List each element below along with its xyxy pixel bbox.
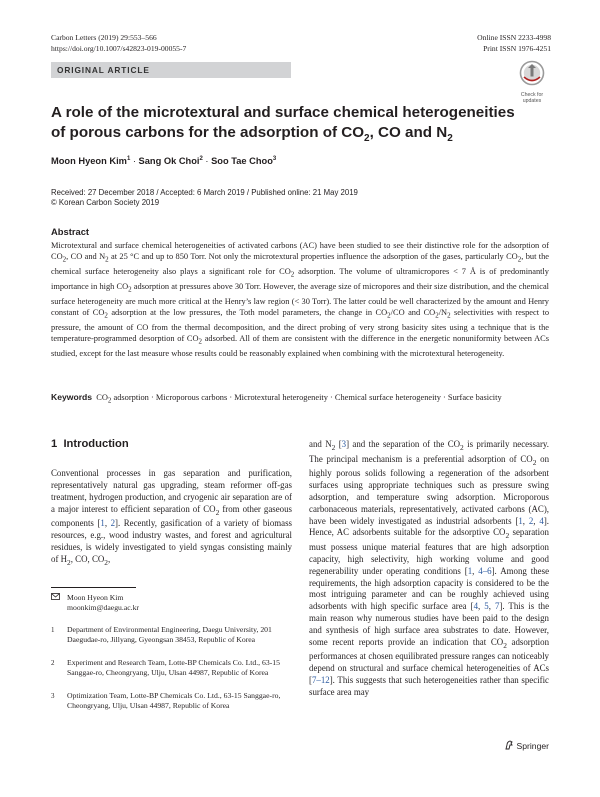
footnote-divider [51, 587, 136, 588]
citation-link[interactable]: 4 [539, 515, 544, 526]
author-list: Moon Hyeon Kim$^1$ · Sang Ok Choi$^2$ · Soo Tae Choo$^3$ [51, 156, 277, 167]
email-icon [51, 593, 60, 603]
copyright: © Korean Carbon Society 2019 [51, 198, 160, 207]
abstract-text: Microtextural and surface chemical heterogeneities of activated carbons (AC) have been studied to see their distinctive role for the adsorption of $CO_2$, CO and $N_2$ at 25 °C and up to 850 Torr. Not only the microtextural properties influence the adsorption of the gases, particularly $CO_2$, but the chemical surface heterogeneity also plays a significant role for $CO_2$ adsorption. The volume of ultramicropores < 7 Å is of predominantly importance in high $CO_2$ adsorption at pressures above 30 Torr. However, the average size of micropores and their size distribution, and the chemical surface heterogeneity are much more critical at the Henry’s law region (< 30 Torr). The latter could be well characterized by the amount and Henry constant of $CO_2$ adsorption at the low pressures, the Toth model parameters, the change in $CO_2/CO$ and $CO_2/N_2$ selectivities with respect to pressure, the amount of CO from the thermal decomposition, and the direct probing of very strong basicity sites using a technique that is the temperature-programmed desorption of $CO_2$ adsorbed. All of them are consistent with the difference in the energetic nonuniformity between ACs studied, except for the last measure whose results could be reasonably explained when combining with the microtextural heterogeneity. [51, 241, 550, 358]
article-type-label: ORIGINAL ARTICLE [57, 65, 150, 75]
author-name[interactable]: Moon Hyeon Kim [51, 156, 127, 167]
check-updates-text: Check for updates [520, 92, 544, 104]
section-heading: 1 Introduction [51, 438, 129, 450]
body-text-left: Conventional processes in gas separation and purification, representatively natural gas upgrading, steam reformer off-gas treatment, hydrogen production, and cryogenic air separation are of a major interest to efficient separation of $CO_2$ from other gaseous components [1, 2]. Recently, gasification of a variety of biomass resources, e.g., wood industry wastes, and forest and agricultural residues, is widely investigated to yield syngas consisting mainly of $H_2$, CO, $CO_2$, [51, 468, 293, 567]
corresponding-author: Moon Hyeon Kim moonkim@daegu.ac.kr [51, 593, 292, 615]
publication-dates: Received: 27 December 2018 / Accepted: 6 March 2019 / Published online: 21 May 2019 © Korean Carbon Society 2019 [51, 188, 358, 207]
citation-link[interactable]: 2 [528, 515, 534, 526]
abstract-heading: Abstract [51, 226, 90, 237]
check-for-updates-badge[interactable] [514, 60, 550, 104]
citation-link[interactable]: 5 [484, 601, 489, 612]
body-text-right: and $N_2$ [3] and the separation of the $CO_2$ is primarily necessary. The principal mechanism is a preferential adsorption of $CO_2$ on highly porous solids following a regeneration of the adsorbent surfaces using appropriate techniques such as pressure swing adsorption, and temperature swing adsorption. Microporous carbonaceous materials, representatively, activated carbons (AC), have been widely investigated as industrial adsorbents [1, 2, 4]. Hence, AC adsorbents suitable for the adsorptive $CO_2$ separation must possess unique material features that are high adsorption capacity, high selectivity, high working volume and good regenerability under operating conditions [1, 4–6]. Among these requirements, the high adsorption capacity is considered to be the most intriguing parameter and can be roughly achieved using adsorbents with high specific surface area [4, 5, 7]. This is the main reason why numerous studies have been paid to the design and synthesis of high surface area substrates to date. However, some recent reports provide an indication that $CO_2$ adsorption performances at chosen equilibrated pressure ranges can noticeably depend on structural and surface chemical heterogeneities of ACs [7–12]. This suggests that such heterogeneities rather than specific surface area may [309, 439, 550, 697]
check-updates-icon [514, 60, 550, 88]
print-issn: Print ISSN 1976-4251 [483, 43, 551, 53]
affiliation-1: 1 Department of Environmental Engineering, Daegu University, 201 Daegudae-ro, Jillyang, Gyeongsan 38453, Republic of Korea [51, 625, 272, 644]
author-name[interactable]: Soo Tae Choo [211, 156, 273, 167]
publisher-logo: Springer [504, 740, 549, 751]
citation-link[interactable]: 1 [100, 518, 105, 529]
keywords-label: Keywords [51, 392, 93, 402]
citation-link[interactable]: 3 [341, 439, 347, 449]
keywords: Keywords $CO_2$ adsorption · Microporous carbons · Microtextural heterogeneity · Chemical surface heterogeneity · Surface basicity [51, 392, 502, 405]
citation-link[interactable]: 2 [110, 518, 116, 529]
author-email[interactable]: moonkim@daegu.ac.kr [67, 603, 139, 612]
citation-link[interactable]: 1 [518, 515, 523, 526]
citation-link[interactable]: 1 [467, 565, 473, 576]
journal-header [51, 33, 186, 54]
online-issn: Online ISSN 2233-4998 [477, 33, 551, 42]
affiliation-3: 3 Optimization Team, Lotte-BP Chemicals Co. Ltd., 63-15 Sanggae-ro, Cheongryang, Ulju, Ulsan 44987, Republic of Korea [51, 691, 281, 710]
affiliation-2: 2 Experiment and Research Team, Lotte-BP Chemicals Co. Ltd., 63-15 Sanggae-ro, Cheongryang, Ulju, Ulsan 44987, Republic of Korea [51, 658, 280, 677]
article-type-banner [51, 62, 291, 78]
springer-horse-icon [504, 740, 514, 750]
citation-link[interactable]: 4 [473, 601, 479, 612]
citation-link[interactable]: 7–12 [311, 675, 330, 686]
author-name[interactable]: Sang Ok Choi [138, 156, 200, 167]
journal-citation: Carbon Letters (2019) 29:553–566 [51, 33, 157, 42]
doi-link[interactable]: https://doi.org/10.1007/s42823-019-00055-7 [51, 43, 187, 53]
issn-header [477, 33, 551, 54]
citation-link[interactable]: 4–6 [478, 565, 492, 576]
citation-link[interactable]: 7 [494, 601, 500, 612]
article-title: A role of the microtextural and surface chemical heterogeneities of porous carbons for the adsorption of $CO_2$, CO and $N_2$ [51, 104, 515, 145]
